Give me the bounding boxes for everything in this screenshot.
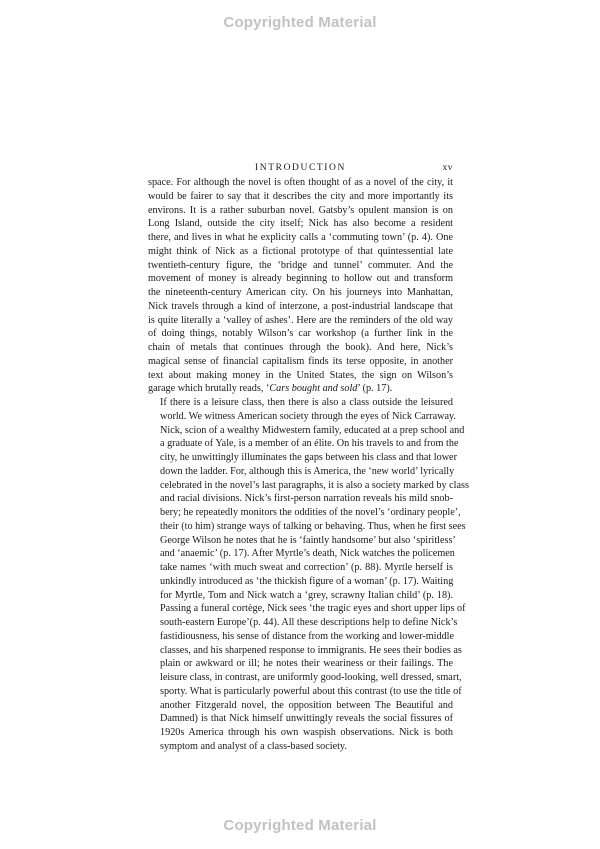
paragraph-1 [148, 176, 453, 396]
text-line: down the ladder. For, although this is America, the ‘new world’ lyrically [160, 465, 455, 477]
text-line: city, he unwittingly illuminates the gaps between his class and that lower [160, 452, 457, 463]
body-text [148, 176, 469, 754]
text-line: magical sense of financial capitalism finds its terse opposite, in another [148, 355, 453, 367]
text-line: If there is a leisure class, then there is also a class outside the leisured [160, 397, 453, 408]
text-line: George Wilson he notes that he is ‘faintly handsome’ but also ‘spiritless’ [160, 534, 456, 546]
text-line: a graduate of Yale, is a member of an élite. On his travels to and from the [160, 438, 459, 450]
text-line: take names ‘with much sweat and correction’ (p. 88). Myrtle herself is [160, 562, 453, 573]
text-line: plain or awkward or ill; he notes their weariness or their failings. The [160, 658, 453, 670]
text-line: 1920s America through his own waspish observations. Nick is both [160, 727, 453, 738]
text-line: their (to him) strange ways of talking or behaving. Thus, when he first sees [160, 520, 466, 532]
text-line: twentieth-century figure, the ‘bridge and tunnel’ commuter. And the [148, 259, 453, 271]
page-number: xv [442, 163, 453, 173]
text-line: bery; he repeatedly monitors the oddities of the novel’s ‘ordinary people’, [160, 507, 461, 518]
text-line: might think of Nick as a fictional prototype of that quintessential late [148, 245, 453, 257]
text-line: leisure class, in contrast, are uniformly good-looking, well dressed, smart, [160, 672, 462, 683]
text-line: and racial divisions. Nick’s first-person narration reveals his mild snob- [160, 493, 453, 505]
text-line: space. For although the novel is often thought of as a novel of the city, it [148, 177, 453, 188]
paragraph-2 [148, 396, 469, 754]
text-line: would be fairer to say that it describes the city and more importantly its [148, 190, 453, 202]
running-head [148, 163, 453, 177]
text-line: Damned) is that Nick himself unwittingly reveals the social fissures of [160, 713, 453, 725]
text-line: is quite literally a ‘valley of ashes’. Here are the reminders of the old way [148, 314, 453, 326]
text-line: unkindly introduced as ‘the thickish figure of a woman’ (p. 17). Waiting [160, 575, 454, 587]
text-line: world. We witness American society through the eyes of Nick Carraway. [160, 410, 456, 422]
text-line: movement of money is already beginning to hollow out and transform [148, 273, 453, 285]
text-line: text about making money in the United States, the sign on Wilson’s [148, 369, 453, 381]
text-line: Long Island, outside the city itself; Nick has also become a resident [148, 218, 453, 230]
text-line: of doing things, notably Wilson’s car workshop (a further link in the [148, 328, 453, 340]
text-line: symptom and analyst of a class-based society. [160, 740, 347, 752]
text-line: Passing a funeral cortège, Nick sees ‘the tragic eyes and short upper lips of [160, 603, 466, 615]
text-line: for Myrtle, Tom and Nick watch a ‘grey, scrawny Italian child’ (p. 18). [160, 589, 453, 601]
italic-quote: Cars bought and sold [269, 383, 358, 395]
text-fragment: ’ (p. 17). [357, 383, 393, 395]
copyright-watermark-top: Copyrighted Material [223, 14, 377, 31]
text-line: Nick, scion of a wealthy Midwestern family, educated at a prep school and [160, 424, 465, 436]
text-line: classes, and his sharpened response to immigrants. He sees their bodies as [160, 644, 462, 656]
text-line: fastidiousness, his sense of distance from the working and lower-middle [160, 630, 455, 642]
text-line: sporty. What is particularly powerful about this contrast (to use the title of [160, 685, 462, 697]
text-line: environs. It is a rather suburban novel. Gatsby’s opulent mansion is on [148, 204, 453, 216]
text-line: and ‘anaemic’ (p. 17). After Myrtle’s death, Nick watches the policemen [160, 548, 455, 560]
text-fragment: garage which brutally reads, ‘ [148, 383, 270, 395]
text-line: celebrated in the novel’s last paragraphs, it is also a society marked by class [160, 479, 469, 491]
text-line: there, and lives in what he explicity calls a ‘commuting town’ (p. 4). One [148, 232, 453, 243]
running-head-title: INTRODUCTION [255, 163, 346, 173]
text-line: Nick travels through a kind of interzone, a post-industrial landscape that [148, 300, 453, 312]
text-line: chain of metals that continues through the book). And here, Nick’s [148, 342, 453, 353]
text-line [148, 382, 453, 396]
text-line: south-eastern Europe’(p. 44). All these descriptions help to define Nick’s [160, 617, 458, 628]
text-line: the nineteenth-century American city. On his journeys into Manhattan, [148, 287, 453, 298]
copyright-watermark-bottom: Copyrighted Material [223, 817, 377, 834]
text-line: another Fitzgerald novel, the opposition between The Beautiful and [160, 699, 453, 711]
